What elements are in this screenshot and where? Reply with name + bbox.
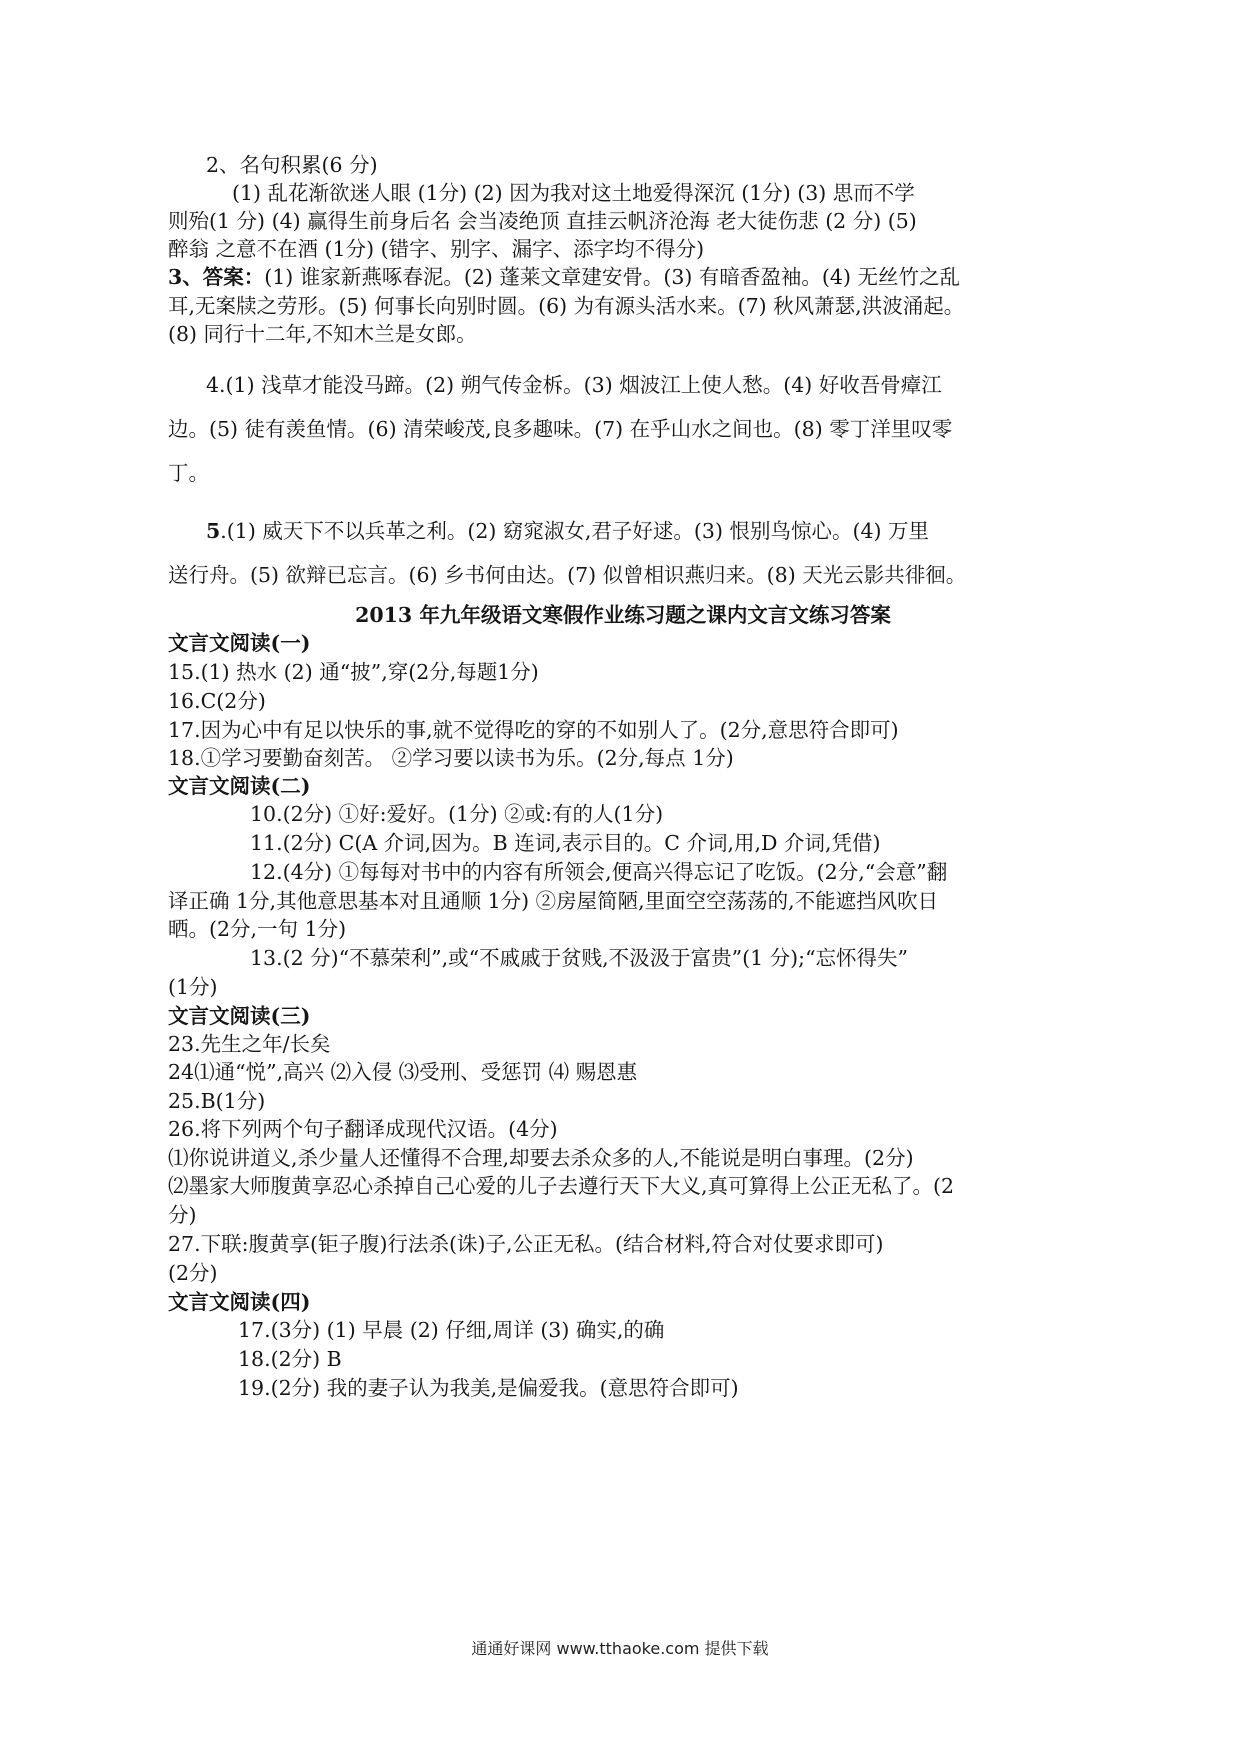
reading-1-line: 15.(1) 热水 (2) 通“披”,穿(2分,每题1分) — [168, 660, 539, 684]
section-5-line-1 — [206, 514, 929, 544]
section-4-line-2: 边。(5) 徒有羡鱼情。(6) 清荣峻茂,良多趣味。(7) 在乎山水之间也。(8) 零丁洋里叹零 — [168, 417, 953, 441]
section-3-line-1 — [168, 260, 960, 290]
section-3-line-1-text: (1) 谁家新燕啄春泥。(2) 蓬莱文章建安骨。(3) 有暗香盈袖。(4) 无丝竹之乱 — [264, 265, 960, 289]
section-5-line-1-text: .(1) 威天下不以兵革之利。(2) 窈窕淑女,君子好逑。(3) 恨别鸟惊心。(4) 万里 — [220, 519, 930, 543]
reading-2-q12-line-1: 12.(4分) ①每每对书中的内容有所领会,便高兴得忘记了吃饭。(2分,“会意”翻 — [250, 860, 948, 884]
reading-4-q17: 17.(3分) (1) 早晨 (2) 仔细,周详 (3) 确实,的确 — [238, 1318, 665, 1342]
reading-3-line: ⑴你说讲道义,杀少量人还懂得不合理,却要去杀众多的人,不能说是明白事理。(2分) — [168, 1146, 914, 1170]
reading-2-q13-line-2: (1分) — [168, 975, 218, 999]
section-3-line-2: 耳,无案牍之劳形。(5) 何事长向别时圆。(6) 为有源头活水来。(7) 秋风萧瑟,洪波涌起。 — [168, 294, 965, 318]
section-2-line-1: (1) 乱花渐欲迷人眼 (1分) (2) 因为我对这土地爱得深沉 (1分) (3) 思而不学 — [232, 181, 915, 205]
reading-3-line: 26.将下列两个句子翻译成现代汉语。(4分) — [168, 1117, 558, 1141]
section-title: 2013 年九年级语文寒假作业练习题之课内文言文练习答案 — [355, 603, 891, 627]
reading-3-line: 分) — [168, 1203, 197, 1227]
reading-2-heading: 文言文阅读(二) — [168, 774, 311, 798]
reading-2-q13-line-1: 13.(2 分)“不慕荣利”,或“不戚戚于贫贱,不汲汲于富贵”(1 分);“忘怀得失” — [250, 946, 909, 970]
reading-3-line: (2分) — [168, 1261, 218, 1285]
page-footer: 通通好课网 www.tthaoke.com 提供下载 — [471, 1639, 769, 1658]
reading-2-q11: 11.(2分) C(A 介词,因为。B 连词,表示目的。C 介词,用,D 介词,凭借) — [250, 831, 881, 855]
reading-1-line: 16.C(2分) — [168, 689, 266, 713]
reading-4-q18: 18.(2分) B — [238, 1347, 342, 1371]
reading-4-q19: 19.(2分) 我的妻子认为我美,是偏爱我。(意思符合即可) — [238, 1376, 739, 1400]
reading-3-line: ⑵墨家大师腹黄享忍心杀掉自己心爱的儿子去遵行天下大义,真可算得上公正无私了。(2 — [168, 1174, 955, 1198]
reading-3-line: 27.下联:腹黄享(钜子腹)行法杀(诛)子,公正无私。(结合材料,符合对仗要求即可) — [168, 1232, 884, 1256]
reading-1-heading: 文言文阅读(一) — [168, 631, 311, 655]
section-3-label: 3、答案： — [168, 265, 265, 289]
reading-3-heading: 文言文阅读(三) — [168, 1004, 311, 1028]
section-2-line-2: 则殆(1 分) (4) 赢得生前身后名 会当凌绝顶 直挂云帆济沧海 老大徒伤悲 (2 分) (5) — [168, 209, 917, 233]
reading-4-heading: 文言文阅读(四) — [168, 1290, 311, 1314]
reading-3-line: 24⑴通“悦”,高兴 ⑵入侵 ⑶受刑、受惩罚 ⑷ 赐恩惠 — [168, 1060, 638, 1084]
reading-2-q12-line-2: 译正确 1分,其他意思基本对且通顺 1分) ②房屋简陋,里面空空荡荡的,不能遮挡风吹日 — [168, 889, 939, 913]
reading-2-q10: 10.(2分) ①好:爱好。(1分) ②或:有的人(1分) — [250, 802, 664, 826]
reading-3-line: 23.先生之年/长矣 — [168, 1032, 331, 1056]
section-2-line-3: 醉翁 之意不在酒 (1分) (错字、别字、漏字、添字均不得分) — [168, 237, 705, 261]
section-3-line-3: (8) 同行十二年,不知木兰是女郎。 — [168, 322, 477, 346]
section-4-line-1: 4.(1) 浅草才能没马蹄。(2) 朔气传金柝。(3) 烟波江上使人愁。(4) 好收吾骨瘴江 — [206, 373, 942, 397]
reading-1-line: 18.①学习要勤奋刻苦。 ②学习要以读书为乐。(2分,每点 1分) — [168, 746, 734, 770]
section-4-line-3: 丁。 — [168, 461, 209, 485]
reading-3-line: 25.B(1分) — [168, 1089, 266, 1113]
section-5-line-2: 送行舟。(5) 欲辩已忘言。(6) 乡书何由达。(7) 似曾相识燕归来。(8) 天光云影共徘徊。 — [168, 563, 967, 587]
reading-2-q12-line-3: 晒。(2分,一句 1分) — [168, 917, 347, 941]
reading-1-line: 17.因为心中有足以快乐的事,就不觉得吃的穿的不如别人了。(2分,意思符合即可) — [168, 718, 899, 742]
section-5-number: 5 — [206, 519, 221, 543]
section-2-title: 2、名句积累(6 分) — [206, 153, 378, 177]
